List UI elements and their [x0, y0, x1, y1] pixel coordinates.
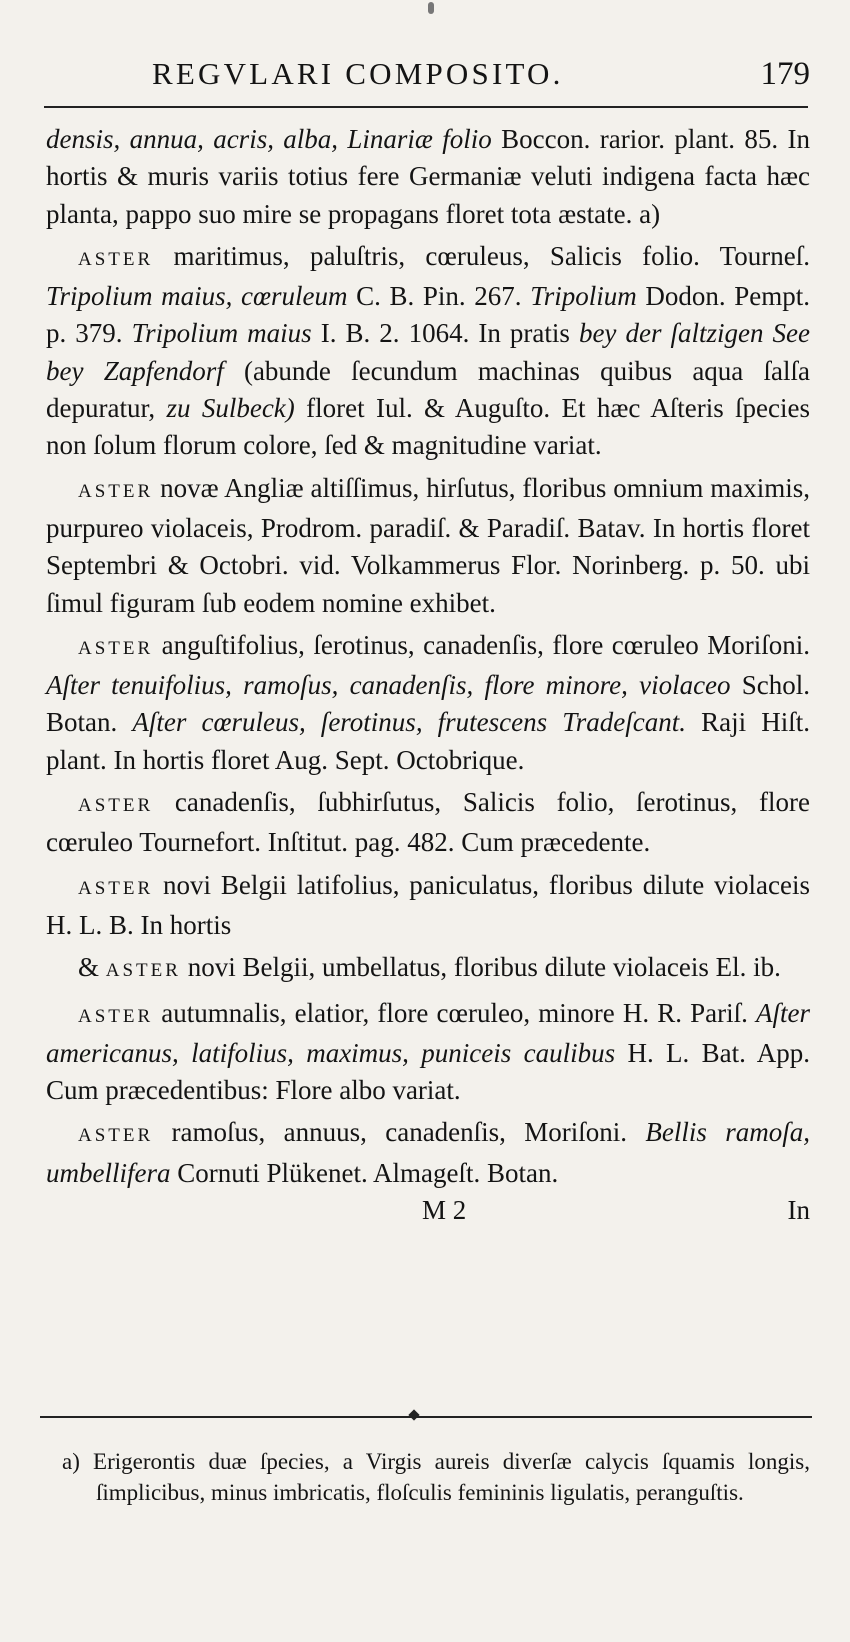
signature-line [46, 1192, 810, 1229]
main-text [46, 121, 810, 1229]
header-rule [44, 106, 808, 108]
italic-name: Aſter tenuifolius, ramoſus, canadenſis, flore minore, violaceo [46, 670, 731, 701]
italic-name: Aſter americanus, latifolius, maximus, puniceis caulibus [46, 997, 810, 1068]
entry-text: maritimus, paluſtris, cœruleus, Salicis folio. Tourneſ. [153, 240, 810, 271]
entry-text: Raji Hiſt. plant. In hortis floret Aug. Sept. Octobrique. [46, 707, 811, 775]
entry-text: H. L. Bat. App. Cum præcedentibus: Flore albo variat. [46, 1037, 810, 1106]
entry-text: novi Belgii, umbellatus, floribus dilute violaceis El. ib. [180, 952, 781, 983]
italic-name: Bellis ramoſa, umbellifera [46, 1117, 810, 1188]
entries-list [46, 121, 810, 1192]
italic-name: densis, annua, acris, alba, Linariæ folio [46, 124, 492, 154]
entry-text: canadenſis, ſubhirſutus, Salicis folio, ſerotinus, flore cœruleo Tournefort. Inſtitut. pag. 482. Cum præcedente. [46, 787, 810, 858]
italic-name: Tripolium maius, cœruleum [46, 281, 348, 312]
aster-heading: ASTER [78, 480, 154, 502]
entry-paragraph [46, 1114, 810, 1192]
entry-text: novæ Angliæ altiſſimus, hirſutus, floribus omnium maximis, purpureo violaceis, Prodrom. paradiſ. & Paradiſ. Batav. In hortis floret Septembri & Octobri. vid. Volkammerus Flor. Norinberg. p. 50. ubi ſimul figuram ſub eodem nomine exhibet. [46, 472, 810, 618]
signature-mark: M 2 [422, 1195, 467, 1226]
entry-text: C. B. Pin. 267. [347, 281, 531, 312]
entry-text: Cornuti Plükenet. Almageſt. Botan. [170, 1157, 559, 1188]
entry-paragraph [46, 784, 810, 862]
italic-name: Tripolium maius [131, 318, 312, 349]
entry-text: I. B. 2. 1064. In pratis [311, 318, 579, 349]
aster-heading: ASTER [78, 877, 154, 899]
italic-name: zu Sulbeck) [166, 393, 295, 424]
entry-text: ramoſus, annuus, canadenſis, Moriſoni. [153, 1117, 646, 1148]
running-title: REGVLARI COMPOSITO. [152, 56, 564, 91]
entry-paragraph [46, 867, 810, 945]
aster-heading: ASTER [78, 248, 154, 270]
italic-name: Aſter cœruleus, ſerotinus, frutescens Tradeſcant. [132, 707, 687, 738]
entry-paragraph [46, 627, 810, 779]
aster-heading: ASTER [78, 795, 154, 817]
entry-text: anguſtifolius, ſerotinus, canadenſis, flore cœruleo Moriſoni. [153, 629, 810, 660]
entry-text: novi Belgii latifolius, paniculatus, floribus dilute violaceis H. L. B. In hortis [46, 869, 810, 940]
footnote-rule [40, 1416, 812, 1418]
entry-paragraph [46, 238, 810, 465]
entry-text: Boccon. rarior. plant. 85. In hortis & muris variis totius fere Germaniæ veluti indigena facta hæc planta, pappo suo mire se propagans floret tota æstate. a) [46, 124, 810, 229]
entry-text: Dodon. Pempt. p. 379. [46, 281, 810, 349]
entry-text: (abunde ſecundum machinas quibus aqua ſalſa depuratur, [46, 355, 810, 424]
entry-paragraph [46, 470, 810, 622]
aster-heading: ASTER [78, 1125, 154, 1147]
page-header [40, 56, 810, 100]
entry-paragraph [46, 949, 810, 989]
entry-text: Schol. Botan. [46, 670, 810, 738]
catchword: In [787, 1195, 810, 1226]
footnote [62, 1446, 810, 1508]
aster-heading: ASTER [78, 637, 154, 659]
italic-name: bey der ſaltzigen See bey Zapfendorf [46, 318, 810, 386]
entry-text: floret Iul. & Auguſto. Et hæc Aſteris ſpecies non ſolum florum colore, ſed & magnitudine variat. [46, 393, 811, 461]
footnote-text: a) Erigerontis duæ ſpecies, a Virgis aureis diverſæ calycis ſquamis longis, ſimplicibus, minus imbricatis, floſculis femininis ligulatis, peranguſtis. [62, 1449, 810, 1505]
rule-ornament [408, 1409, 419, 1420]
aster-heading: ASTER [105, 960, 181, 982]
italic-name: Tripolium [530, 281, 637, 312]
page-number: 179 [760, 56, 810, 92]
entry-text: & [78, 952, 106, 983]
entry-paragraph [46, 995, 810, 1110]
ink-mark [428, 2, 434, 14]
entry-text: autumnalis, elatior, flore cœruleo, minore H. R. Pariſ. [153, 997, 756, 1028]
entry-paragraph [46, 121, 810, 233]
aster-heading: ASTER [78, 1005, 154, 1027]
